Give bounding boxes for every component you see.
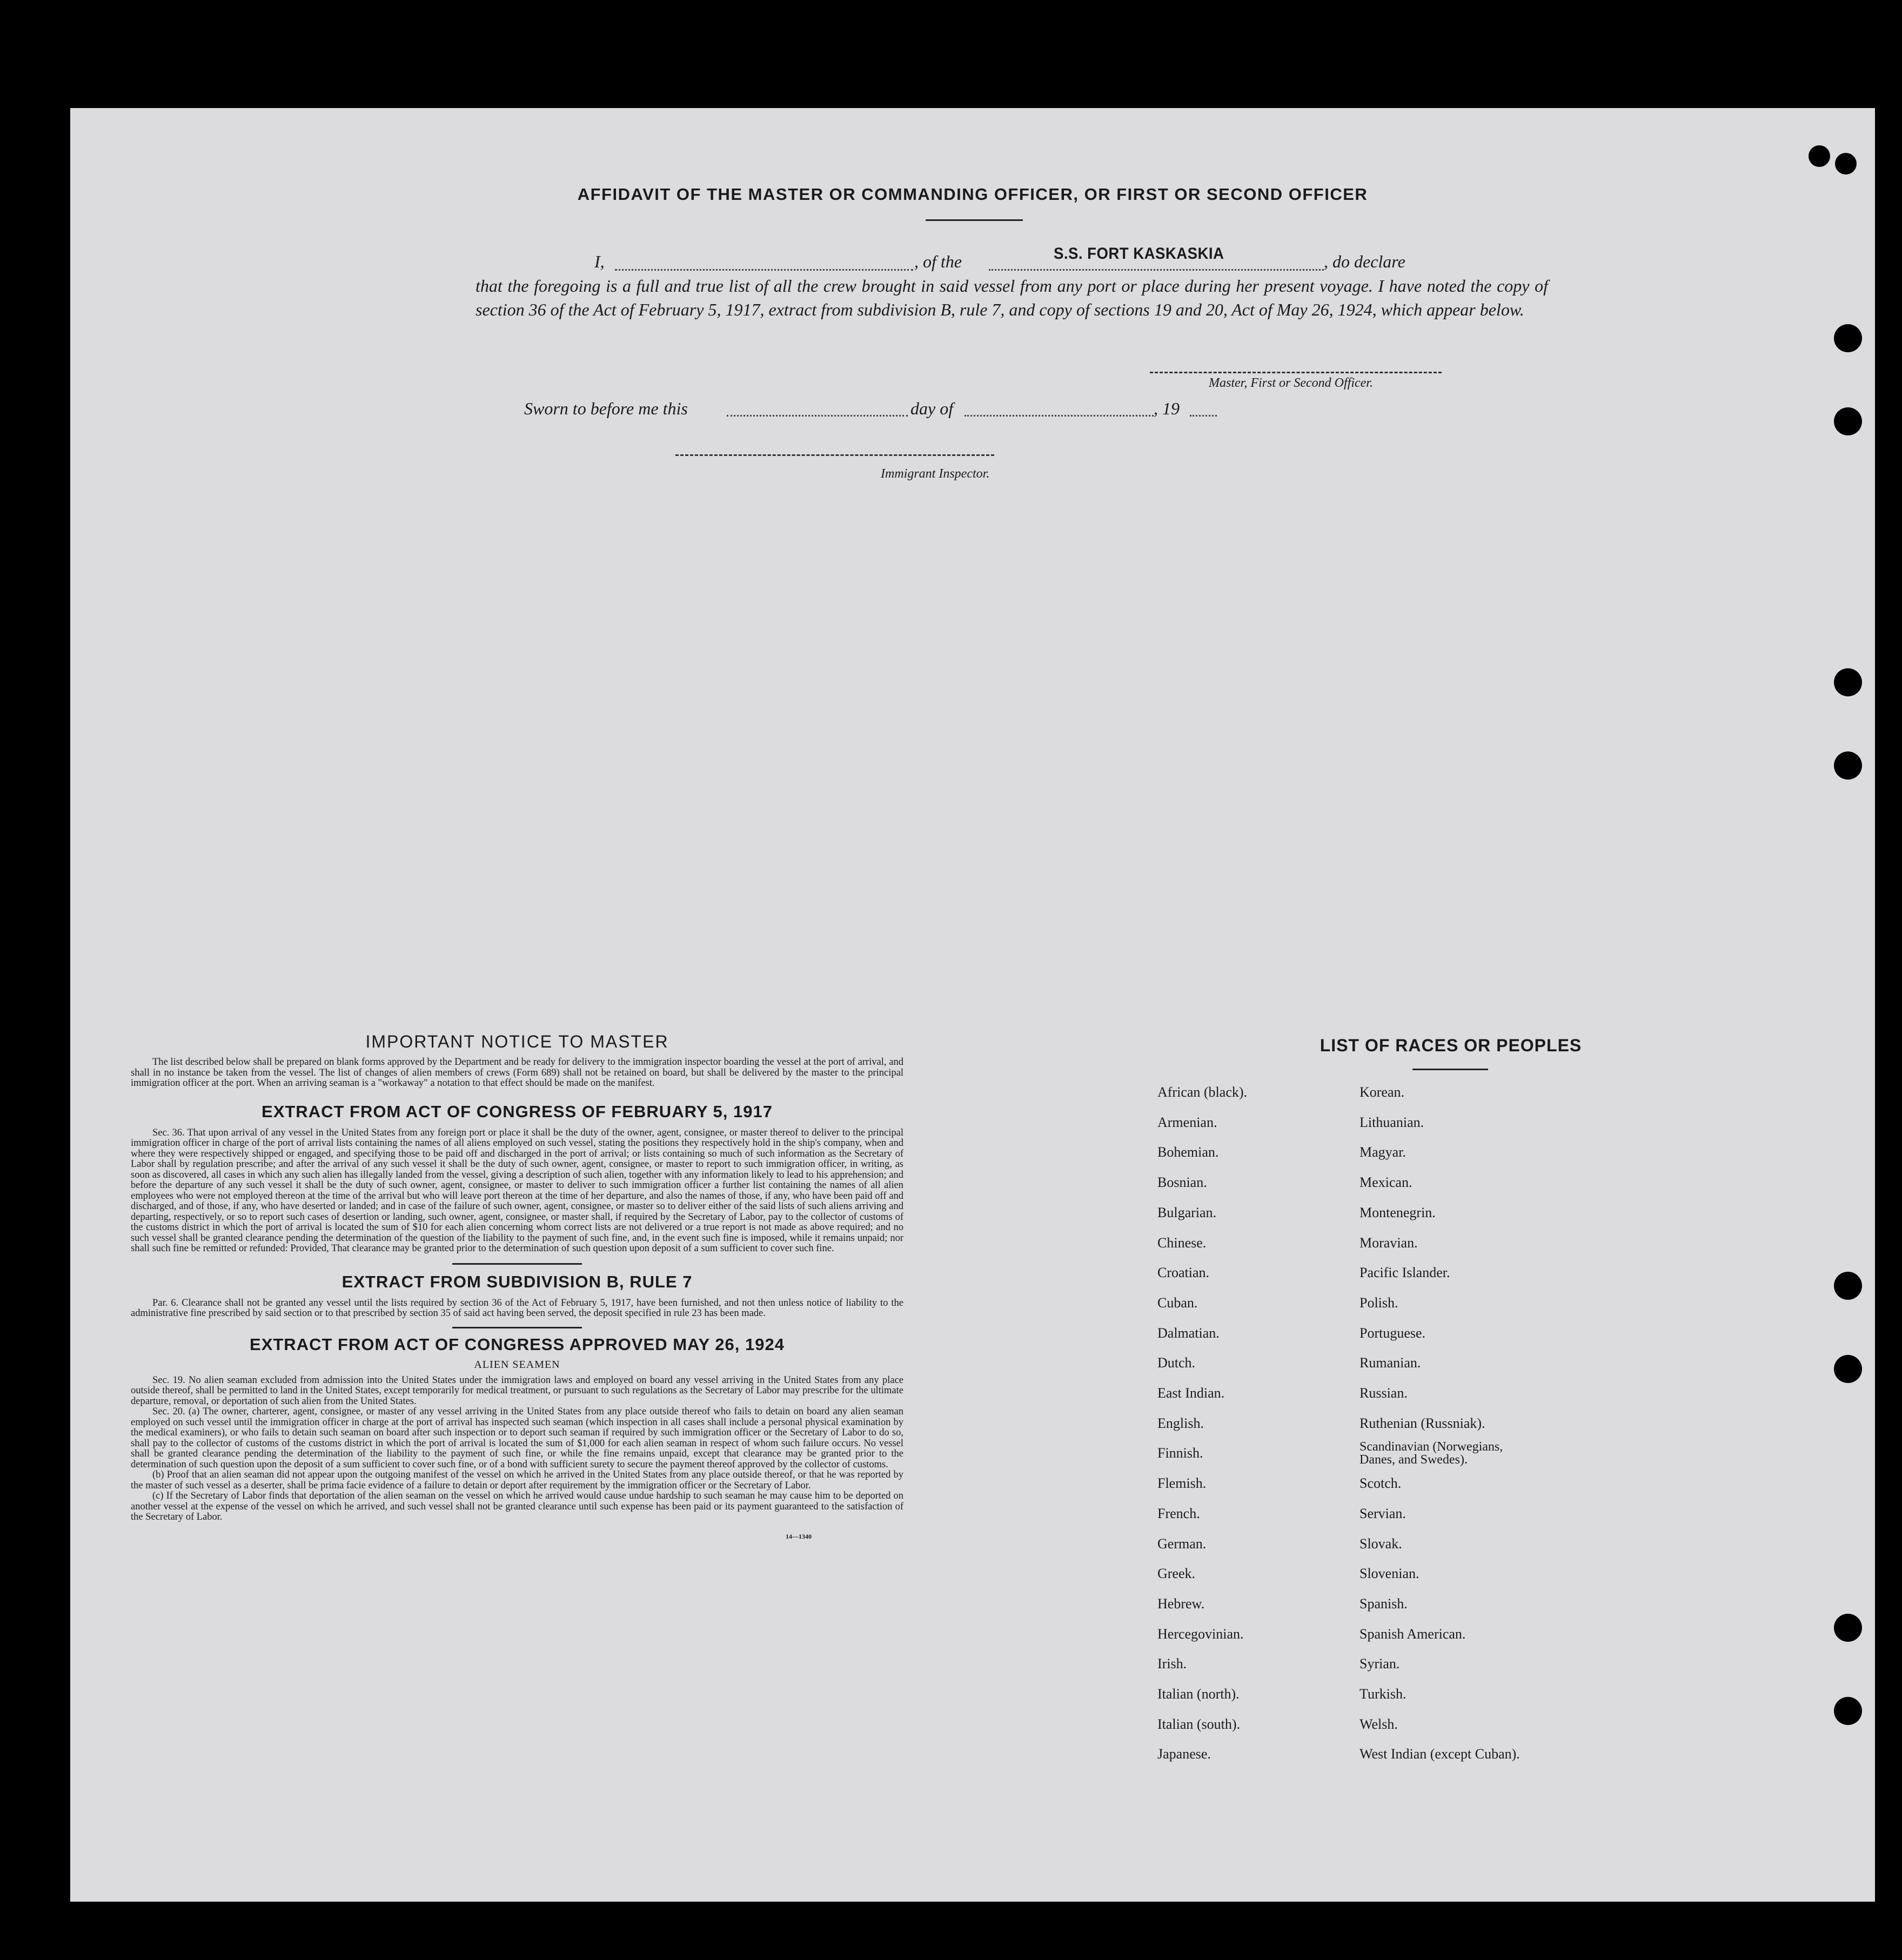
year-label: , 19: [1154, 399, 1180, 418]
section-20b-text: (b) Proof that an alien seaman did not appear upon the outgoing manifest of the vessel on which he arrived in the United States from any place outside thereof, or that he was reported by the master of such vessel as a deserter, shall be prima facie evidence of a failure to detain or deport after requirement by the immigration officer or the Secretary of Labor.: [131, 1469, 903, 1491]
extract-divider-1: [452, 1263, 582, 1265]
affidavit-title: AFFIDAVIT OF THE MASTER OR COMMANDING OFFICER, OR FIRST OR SECOND OFFICER: [577, 185, 1368, 204]
subdivision-b-title: EXTRACT FROM SUBDIVISION B, RULE 7: [341, 1272, 693, 1291]
race-item: Syrian.: [1359, 1656, 1400, 1672]
race-item: Russian.: [1359, 1385, 1408, 1401]
extract-1924-title: EXTRACT FROM ACT OF CONGRESS APPROVED MAY 26, 1924: [250, 1334, 785, 1354]
sworn-month-blank: [965, 397, 1154, 417]
race-item: Slovak.: [1359, 1536, 1402, 1552]
race-item: Italian (south).: [1157, 1716, 1241, 1732]
notices-column: [131, 1032, 903, 1541]
race-item: Portuguese.: [1359, 1325, 1426, 1341]
binder-hole-icon: [1834, 668, 1862, 696]
inspector-signature-line: [675, 454, 994, 456]
form-number: 14—1340: [786, 1532, 812, 1540]
binder-hole-icon: [1834, 1272, 1862, 1300]
section-20a-text: Sec. 20. (a) The owner, charterer, agent, consignee, or master of any vessel arriving in the United States from any place outside thereof who fails to detain on board any alien seaman employed on such vessel until the immigration officer in charge at the port of arrival has inspected such seaman (which inspection in all cases shall include a personal physical examination by the medical examiners), or who fails to detain such seaman on board after such inspection or to deport such seaman if required by such immigration officer or the Secretary of Labor to do so, shall pay to the collector of customs of the customs district in which the port of arrival is located the sum of $1,000 for each alien seaman in respect of whom such failure occurs. No vessel shall be granted clearance pending the determination of the liability to the payment of such fine, or while the fine remains unpaid, except that clearance may be granted prior to the determination of such question upon the deposit of a sum sufficient to cover such fine, or of a bond with sufficient surety to secure the payment thereof approved by the collector of customs.: [131, 1406, 903, 1470]
alien-seamen-subtitle: ALIEN SEAMEN: [474, 1358, 560, 1371]
form-page: [70, 108, 1875, 1902]
ship-name-stamp: S.S. FORT KASKASKIA: [1054, 245, 1224, 263]
race-item: Dalmatian.: [1157, 1325, 1220, 1341]
race-item: Moravian.: [1359, 1235, 1418, 1251]
notice-text: The list described below shall be prepared on blank forms approved by the Department and be ready for delivery to the immigration inspector boarding the vessel at the port of arrival, and shall in no instance be taken from the vessel. The list of changes of alien members of crews (Form 689) shall not be retained on board, but shall be delivered by the master to the principal immigration officer at the port. When an arriving seaman is a "workaway" a notation to that effect should be made on the manifest.: [131, 1057, 903, 1089]
race-item: Servian.: [1359, 1506, 1406, 1521]
race-item: Magyar.: [1359, 1144, 1406, 1160]
race-item: Japanese.: [1157, 1746, 1211, 1762]
sworn-day-blank: [727, 397, 908, 417]
sworn-year-blank: [1190, 397, 1217, 417]
binder-hole-icon: [1834, 1355, 1862, 1383]
race-item: English.: [1157, 1415, 1204, 1431]
race-item: Hebrew.: [1157, 1596, 1205, 1612]
inspector-caption: Immigrant Inspector.: [881, 467, 990, 481]
race-item: Spanish.: [1359, 1596, 1408, 1612]
binder-hole-icon: [1835, 153, 1857, 174]
race-item: Ruthenian (Russniak).: [1359, 1415, 1485, 1431]
extract-1917-text: Sec. 36. That upon arrival of any vessel in the United States from any foreign port or place it shall be the duty of the owner, agent, consignee, or master thereof to deliver to the principal immigration officer in charge of the port of arrival lists containing the names of all aliens employed on such vessel, stating the positions they respectively hold in the ship's company, when and where they were respectively shipped or engaged, and specifying those to be paid off and discharged in the port of arrival; or lists containing so much of such information as the Secretary of Labor shall by regulation prescribe; and after the arrival of any such vessel it shall be the duty of such owner, agent, consignee, or master to report to such immigration officer, in writing, as soon as discovered, all cases in which any such alien has illegally landed from the vessel, giving a description of such alien, together with any information likely to lead to his apprehension; and before the departure of any such vessel it shall be the duty of such owner, agent, consignee, or master to deliver to such immigration officer a further list containing the names of all alien employees who were not employed thereon at the time of the arrival but who will leave port thereon at the time of her departure, and also the names of those, if any, who have been paid off and discharged, and of those, if any, who have deserted or landed; and in case of the failure of such owner, agent, consignee, or master so to deliver either of the said lists of such aliens arriving and departing, respectively, or so to report such cases of desertion or landing, such owner, agent, consignee, or master shall, if required by the Secretary of Labor, pay to the collector of customs of the customs district in which the port of arrival is located the sum of $10 for each alien concerning whom correct lists are not delivered or a true report is not made as above required; and no such vessel shall be granted clearance pending the determination of the question of the liability to the payment of such fine, and, in the event such fine is imposed, while it remains unpaid; nor shall such fine be remitted or refunded: Provided, That clearance may be granted prior to the determination of such question upon deposit of a sum sufficient to cover such fine.: [131, 1127, 903, 1254]
title-divider: [926, 219, 1023, 221]
race-item: Croatian.: [1157, 1265, 1210, 1280]
race-item: Finnish.: [1157, 1445, 1203, 1461]
section-20c-text: (c) If the Secretary of Labor finds that deportation of the alien seaman on the vessel on which he arrived would cause undue hardship to such seaman he may cause him to be deported on another vessel at the expense of the vessel on which he arrived, and such vessel shall not be granted clearance until such expense has been paid or its payment guaranteed to the satisfaction of the Secretary of Labor.: [131, 1491, 903, 1522]
race-item: French.: [1157, 1506, 1200, 1521]
day-of-label: day of: [910, 399, 954, 418]
race-item: Welsh.: [1359, 1716, 1398, 1732]
race-item: Korean.: [1359, 1084, 1405, 1100]
race-item: Greek.: [1157, 1566, 1196, 1581]
sworn-line: [524, 397, 1308, 422]
race-item: Italian (north).: [1157, 1686, 1240, 1702]
binder-hole-icon: [1834, 751, 1862, 780]
affidavit-body: that the foregoing is a full and true list of all the crew brought in said vessel from any port or place during her present voyage. I have noted the copy of section 36 of the Act of February 5, 1917, extract from subdivision B, rule 7, and copy of sections 19 and 20, Act of May 26, 1924, which appear below.: [475, 276, 1548, 319]
section-19-text: Sec. 19. No alien seaman excluded from admission into the United States under the immigration laws and employed on board any vessel arriving in the United States from any place outside thereof, shall be permitted to land in the United States, except temporarily for medical treatment, or pursuant to such regulations as the Secretary of Labor may prescribe for the ultimate departure, removal, or deportation of such alien from the United States.: [131, 1374, 903, 1407]
race-item: African (black).: [1157, 1084, 1248, 1100]
subdivision-b-text: Par. 6. Clearance shall not be granted any vessel until the lists required by section 36 of the Act of February 5, 1917, have been furnished, and not then unless notice of liability to the administrative fine prescribed by said section or to that prescribed by section 35 of said act having been served, the deposit specified in rule 23 has been made.: [131, 1297, 903, 1319]
race-item: Dutch.: [1157, 1355, 1196, 1371]
races-title: LIST OF RACES OR PEOPLES: [1320, 1036, 1582, 1055]
of-the-label: , of the: [914, 252, 962, 271]
affidavit-line1: [475, 245, 1548, 276]
binder-hole-icon: [1834, 1697, 1862, 1725]
extract-divider-2: [452, 1327, 582, 1328]
race-item: West Indian (except Cuban).: [1359, 1746, 1520, 1762]
race-item: Flemish.: [1157, 1475, 1207, 1491]
race-item: Bosnian.: [1157, 1174, 1207, 1190]
race-item: Pacific Islander.: [1359, 1265, 1450, 1280]
binder-hole-icon: [1809, 145, 1830, 167]
binder-hole-icon: [1834, 324, 1862, 352]
race-item: Slovenian.: [1359, 1566, 1419, 1581]
race-item: Lithuanian.: [1359, 1115, 1424, 1130]
race-item: Bulgarian.: [1157, 1205, 1217, 1220]
race-item: Scandinavian (Norwegians, Danes, and Swedes).: [1359, 1440, 1503, 1467]
race-item: Polish.: [1359, 1295, 1398, 1311]
race-item: Rumanian.: [1359, 1355, 1421, 1371]
master-signature-line: [1150, 372, 1442, 373]
race-item: Mexican.: [1359, 1174, 1412, 1190]
race-item: Spanish American.: [1359, 1626, 1466, 1642]
race-item: Hercegovinian.: [1157, 1626, 1244, 1642]
extract-1917-title: EXTRACT FROM ACT OF CONGRESS OF FEBRUARY 5, 1917: [262, 1102, 773, 1121]
binder-hole-icon: [1834, 407, 1862, 435]
name-blank: [615, 250, 913, 271]
do-declare-label: , do declare: [1324, 252, 1405, 271]
race-item: Cuban.: [1157, 1295, 1198, 1311]
race-item: Chinese.: [1157, 1235, 1207, 1251]
race-item: German.: [1157, 1536, 1207, 1552]
declare-pronoun: I,: [594, 252, 605, 271]
race-item: Bohemian.: [1157, 1144, 1219, 1160]
race-item: Montenegrin.: [1359, 1205, 1436, 1220]
race-item: East Indian.: [1157, 1385, 1225, 1401]
master-caption: Master, First or Second Officer.: [1209, 376, 1373, 390]
sworn-label: Sworn to before me this: [524, 399, 688, 418]
race-item: Irish.: [1157, 1656, 1187, 1672]
notice-title: IMPORTANT NOTICE TO MASTER: [365, 1032, 669, 1051]
race-item: Turkish.: [1359, 1686, 1407, 1702]
binder-hole-icon: [1834, 1614, 1862, 1642]
races-title-divider: [1412, 1069, 1488, 1070]
race-item: Armenian.: [1157, 1115, 1217, 1130]
race-item: Scotch.: [1359, 1475, 1402, 1491]
